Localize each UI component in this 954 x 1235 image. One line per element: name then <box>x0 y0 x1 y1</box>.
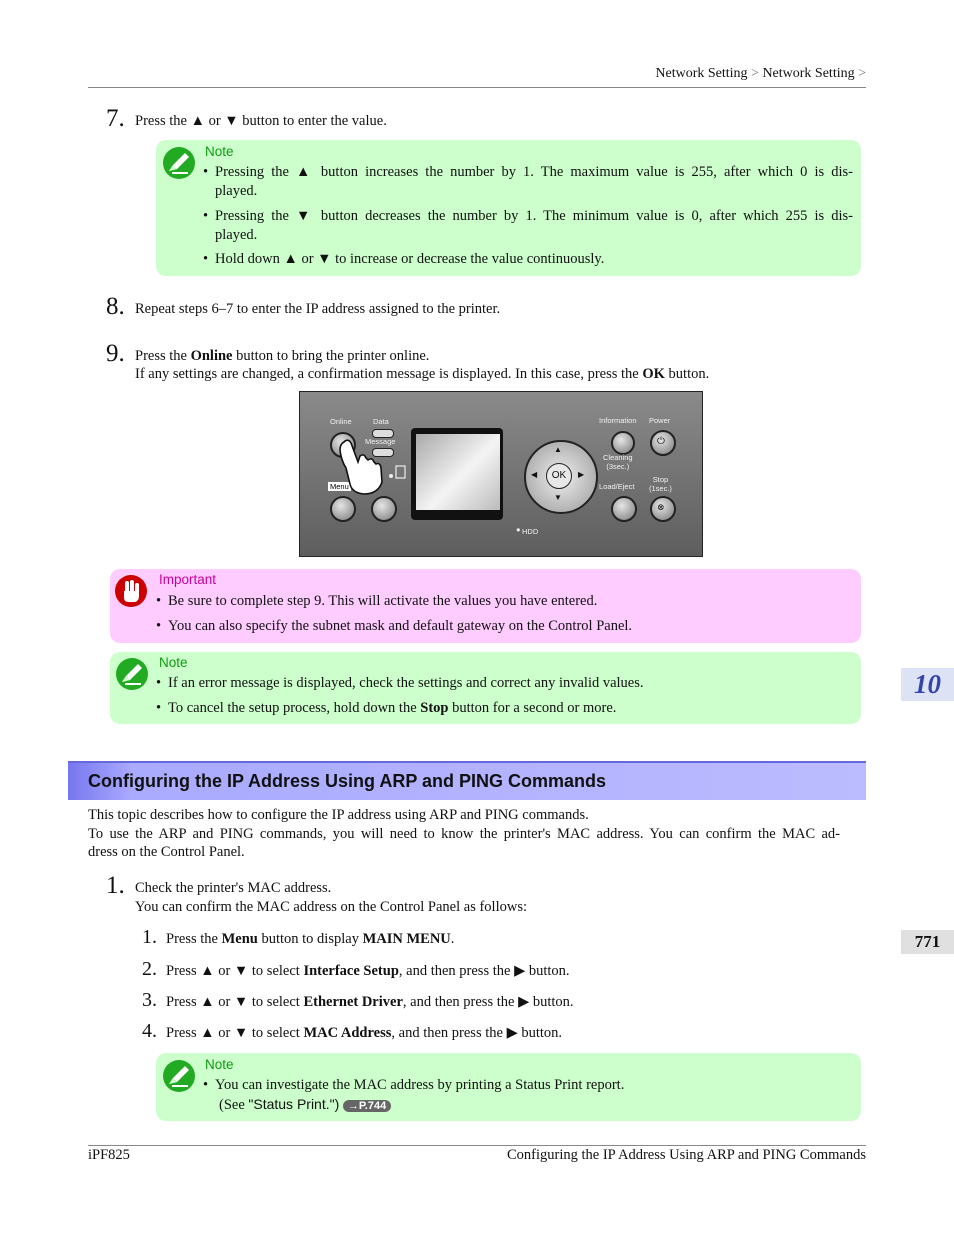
step-1-line-1: Check the printer's MAC address. <box>135 880 332 896</box>
hdd-label: HDD <box>522 527 539 536</box>
right-arrow-icon: ▶ <box>506 1025 518 1041</box>
breadcrumb-separator: > <box>854 66 866 81</box>
online-button-ref: Online <box>190 348 233 364</box>
text: You can investigate the MAC address by printing a Status Print report. <box>215 1077 625 1093</box>
text <box>168 699 616 718</box>
header-rule <box>88 87 866 88</box>
hand-pointer-icon <box>338 438 386 496</box>
ok-button-ref: OK <box>642 366 665 382</box>
important-hand-icon <box>114 574 148 613</box>
right-arrow-icon: ▶ <box>518 994 530 1010</box>
text: If any settings are changed, a confirmation message is displayed. In this case, press the <box>135 366 643 382</box>
step-9-line-2 <box>135 365 709 383</box>
up-arrow-icon[interactable]: ▲ <box>554 445 562 454</box>
step-7-text <box>135 112 387 130</box>
up-arrow-icon: ▲ <box>190 113 205 129</box>
section-title: Configuring the IP Address Using ARP and PING Commands <box>88 771 607 791</box>
note-pencil-icon <box>114 656 150 697</box>
message-label: Message <box>365 437 396 446</box>
text: (See <box>219 1097 249 1113</box>
important-title: Important <box>159 572 217 587</box>
breadcrumb-separator: > <box>747 66 763 81</box>
note-bullet: • You can investigate the MAC address by printing a Status Print report. <box>203 1077 625 1093</box>
step-number: 7. <box>106 105 125 132</box>
right-arrow-icon: ▶ <box>514 963 526 979</box>
substep-number: 4. <box>142 1020 157 1042</box>
status-print-link[interactable]: "Status Print.") <box>248 1096 340 1112</box>
stop-button-ref: Stop <box>420 700 449 716</box>
substep-text: Press ▲ or ▼ to select Ethernet Driver, and then press the ▶ button. <box>166 994 574 1010</box>
down-arrow-icon: ▼ <box>224 113 239 129</box>
data-label: Data <box>373 417 389 426</box>
text: If an error message is displayed, check the settings and correct any invalid values. <box>168 675 644 691</box>
text: played. <box>215 227 258 243</box>
note-title: Note <box>159 655 188 670</box>
lcd-screen <box>416 434 500 510</box>
menu-button[interactable] <box>330 496 356 522</box>
text: To cancel the setup process, hold down the <box>168 700 421 716</box>
text: or <box>204 113 225 129</box>
substep-text: Press ▲ or ▼ to select Interface Setup, and then press the ▶ button. <box>166 963 570 979</box>
substep-number: 2. <box>142 958 157 980</box>
breadcrumb-item[interactable]: Network Setting <box>762 66 855 81</box>
menu-label: Menu <box>330 482 349 491</box>
back-button[interactable] <box>371 496 397 522</box>
text: button for a second or more. <box>448 700 617 716</box>
breadcrumb-item[interactable]: Network Setting <box>655 66 748 81</box>
ok-button[interactable]: OK <box>546 463 572 489</box>
footer-section-title: Configuring the IP Address Using ARP and PING Commands <box>506 1147 866 1163</box>
section-paragraph: This topic describes how to configure the IP address using ARP and PING commands. <box>88 807 589 823</box>
step-9-line-1 <box>135 347 429 365</box>
stop-icon: ⊗ <box>657 502 665 512</box>
note-bullet: • To cancel the setup process, hold down the Stop button for a second or more. <box>156 700 617 716</box>
hdd-lamp-icon: ● <box>516 525 521 534</box>
note-title: Note <box>205 1057 234 1072</box>
note-pencil-icon <box>161 1058 197 1099</box>
note-pencil-icon <box>161 145 197 186</box>
step-8-text: Repeat steps 6–7 to enter the IP address assigned to the printer. <box>135 301 501 317</box>
text: Press the <box>135 348 191 364</box>
text: button to enter the value. <box>238 113 387 129</box>
step-number: 9. <box>106 340 125 367</box>
note-bullet: • Pressing the ▲ button increases the number by 1. The maximum value is 255, after which 0 is dis- played. <box>203 164 853 199</box>
information-button[interactable] <box>611 431 635 455</box>
note-bullet: • Hold down ▲ or ▼ to increase or decrease the value continuously. <box>203 251 605 267</box>
down-arrow-icon[interactable]: ▼ <box>554 493 562 502</box>
footer-model: iPF825 <box>88 1147 130 1163</box>
section-paragraph: To use the ARP and PING commands, you will need to know the printer's MAC address. You can confirm the MAC ad- <box>88 826 840 842</box>
note-bullet: • Pressing the ▼ button decreases the number by 1. The minimum value is 0, after which 255 is dis- played. <box>203 208 853 243</box>
power-label: Power <box>649 416 671 425</box>
important-bullet: • Be sure to complete step 9. This will activate the values you have entered. <box>156 593 598 609</box>
footer-rule <box>88 1145 866 1146</box>
stop-label: Stop (1sec.) <box>649 475 672 493</box>
chapter-tab[interactable]: 10 <box>901 668 954 701</box>
important-bullet: • You can also specify the subnet mask and default gateway on the Control Panel. <box>156 618 633 634</box>
control-panel-image <box>299 391 703 557</box>
information-label: Information <box>599 416 637 425</box>
online-label: Online <box>330 417 352 426</box>
text: button to bring the printer online. <box>232 348 430 364</box>
substep-number: 3. <box>142 989 157 1011</box>
power-icon: ⏻ <box>657 436 665 447</box>
load-eject-label: Load/Eject <box>599 482 635 491</box>
step-number: 8. <box>106 293 125 320</box>
step-number: 1. <box>106 872 125 899</box>
cleaning-label: Cleaning (3sec.) <box>603 453 633 471</box>
left-arrow-icon[interactable]: ◀ <box>531 470 538 479</box>
text: button. <box>664 366 710 382</box>
text: Pressing the ▼ button decreases the number by 1. The minimum value is 0, after which 255 is dis- <box>215 208 853 224</box>
text: Pressing the ▲ button increases the number by 1. The maximum value is 255, after which 0 is dis- <box>215 164 853 180</box>
text: You can also specify the subnet mask and default gateway on the Control Panel. <box>168 618 633 634</box>
right-arrow-icon[interactable]: ▶ <box>578 470 585 479</box>
header-breadcrumb <box>540 66 866 82</box>
text: Be sure to complete step 9. This will activate the values you have entered. <box>168 593 598 609</box>
load-eject-button[interactable] <box>611 496 637 522</box>
substep-number: 1. <box>142 926 157 948</box>
text: Press the <box>135 113 191 129</box>
note-title: Note <box>205 144 234 159</box>
text: played. <box>215 183 258 199</box>
step-1-line-2: You can confirm the MAC address on the Control Panel as follows: <box>135 899 527 915</box>
paper-feed-icon <box>386 464 408 484</box>
substep-text: Press ▲ or ▼ to select MAC Address, and then press the ▶ button. <box>166 1025 563 1041</box>
see-reference <box>219 1096 391 1114</box>
text: Hold down ▲ or ▼ to increase or decrease the value continuously. <box>215 251 605 267</box>
section-paragraph: dress on the Control Panel. <box>88 844 245 860</box>
page-number-tab: 771 <box>901 930 954 954</box>
note-bullet: • If an error message is displayed, check the settings and correct any invalid values. <box>156 675 644 691</box>
substep-text: Press the Menu button to display MAIN MENU. <box>166 931 455 947</box>
page-reference-link[interactable]: →P.744 <box>343 1100 391 1112</box>
